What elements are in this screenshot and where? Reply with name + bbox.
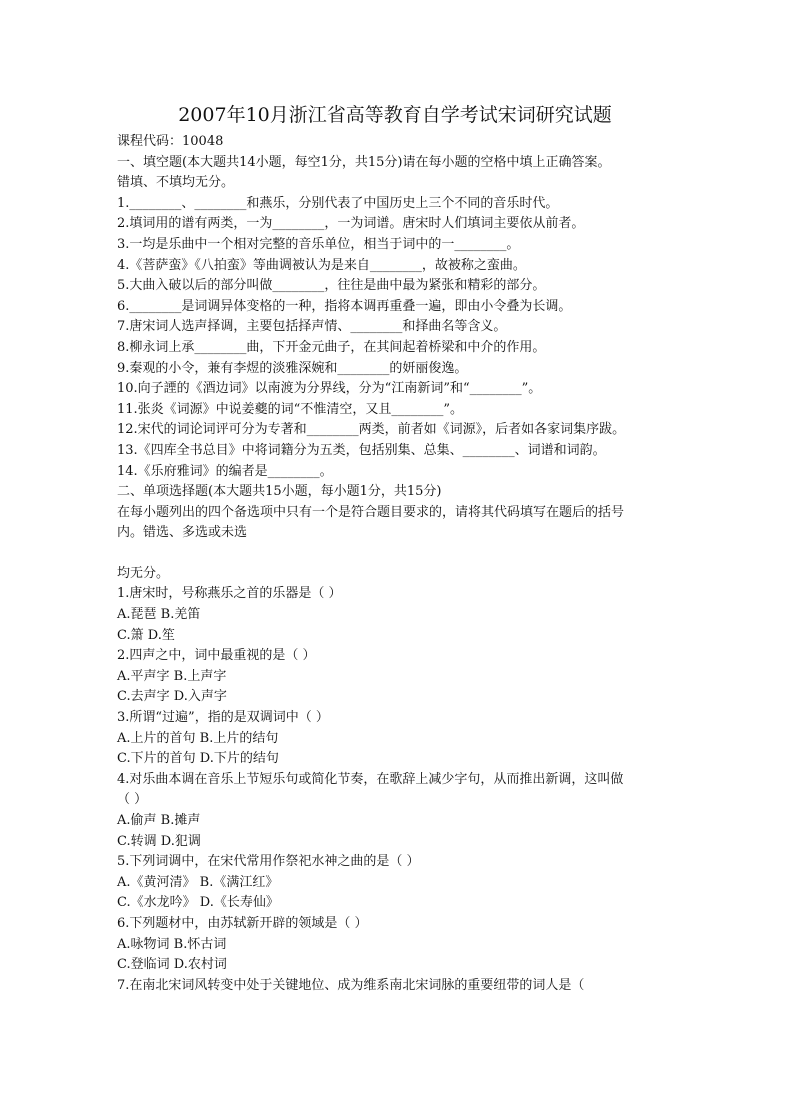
question-item: 3.所谓“过遍”，指的是双调词中（ ）	[117, 710, 329, 726]
answer-options: A.偷声 B.摊声	[117, 813, 201, 828]
question-item: 1.________、________和燕乐，分别代表了中国历史上三个不同的音乐时代。	[117, 195, 559, 211]
answer-options: A.上片的首句 B.上片的结句	[117, 730, 279, 746]
question-item: 13.《四库全书总目》中将词籍分为五类，包括别集、总集、________、词谱和词韵。	[117, 442, 606, 458]
section-multiple-choice	[117, 482, 677, 996]
answer-options: A.琵琶 B.羌笛	[117, 607, 201, 623]
blank-line	[117, 544, 677, 564]
section-heading: 一、填空题(本大题共14小题，每空1分，共15分)请在每小题的空格中填上正确答案。	[117, 154, 611, 170]
question-item: 7.在南北宋词风转变中处于关键地位、成为维系南北宋词脉的重要纽带的词人是（	[117, 977, 585, 993]
question-item: 3.一均是乐曲中一个相对完整的音乐单位，相当于词中的一________。	[117, 236, 520, 252]
question-item: 14.《乐府雅词》的编者是________。	[117, 463, 333, 479]
answer-options: A.平声字 B.上声字	[117, 668, 227, 684]
answer-options: C.箫 D.笙	[117, 627, 175, 643]
answer-options: C.登临词 D.农村词	[117, 957, 227, 973]
answer-options: A.咏物词 B.怀古词	[117, 936, 227, 952]
section-instruction: 在每小题列出的四个备选项中只有一个是符合题目要求的，请将其代码填写在题后的括号	[117, 504, 625, 520]
answer-options: A.《黄河清》 B.《满江红》	[117, 874, 279, 890]
section-instruction: 内。错选、多选或未选	[117, 525, 248, 541]
answer-options: C.去声字 D.入声字	[117, 689, 227, 705]
question-item-continued: （ ）	[117, 792, 148, 808]
question-item: 7.唐宋词人选声择调，主要包括择声情、________和择曲名等含义。	[117, 319, 507, 335]
section-heading: 二、单项选择题(本大题共15小题，每小题1分，共15分)	[117, 484, 442, 500]
question-item: 8.柳永词上承________曲，下开金元曲子，在其间起着桥梁和中介的作用。	[117, 339, 546, 355]
question-item: 5.下列词调中，在宋代常用作祭祀水神之曲的是（ ）	[117, 854, 420, 870]
question-item: 2.填词用的谱有两类，一为________，一为词谱。唐宋时人们填词主要依从前者。	[117, 216, 585, 232]
exam-page	[117, 100, 677, 996]
page-title: 2007年10月浙江省高等教育自学考试宋词研究试题	[178, 104, 612, 126]
question-item: 6.________是词调异体变格的一种，指将本调再重叠一遍，即由小令叠为长调。	[117, 298, 572, 314]
question-item: 12.宋代的词论词评可分为专著和________两类，前者如《词源》，后者如各家词集序跋。	[117, 422, 626, 438]
question-item: 10.向子諲的《酒边词》以南渡为分界线，分为“江南新词”和“________”。	[117, 381, 542, 397]
answer-options: C.《水龙吟》 D.《长寿仙》	[117, 895, 279, 911]
section-instruction: 均无分。	[117, 565, 170, 581]
question-item: 11.张炎《词源》中说姜夔的词“不惟清空，又且________”。	[117, 401, 463, 417]
question-item: 4.《菩萨蛮》《八拍蛮》等曲调被认为是来自________，故被称之蛮曲。	[117, 257, 526, 273]
question-item: 6.下列题材中，由苏轼新开辟的领域是（ ）	[117, 915, 368, 931]
question-item: 9.秦观的小令，兼有李煜的淡雅深婉和________的妍丽俊逸。	[117, 360, 468, 376]
question-item: 5.大曲入破以后的部分叫做________，往往是曲中最为紧张和精彩的部分。	[117, 278, 546, 294]
answer-options: C.下片的首句 D.下片的结句	[117, 751, 279, 767]
question-item: 4.对乐曲本调在音乐上节短乐句或简化节奏，在歌辞上减少字句，从而推出新调，这叫做	[117, 771, 624, 787]
section-fill-in	[117, 153, 677, 483]
answer-options: C.转调 D.犯调	[117, 833, 201, 849]
question-item: 1.唐宋时，号称燕乐之首的乐器是（ ）	[117, 586, 342, 602]
section-heading-continued: 错填、不填均无分。	[117, 175, 235, 191]
question-item: 2.四声之中，词中最重视的是（ ）	[117, 648, 316, 664]
course-code: 课程代码：10048	[117, 134, 224, 149]
